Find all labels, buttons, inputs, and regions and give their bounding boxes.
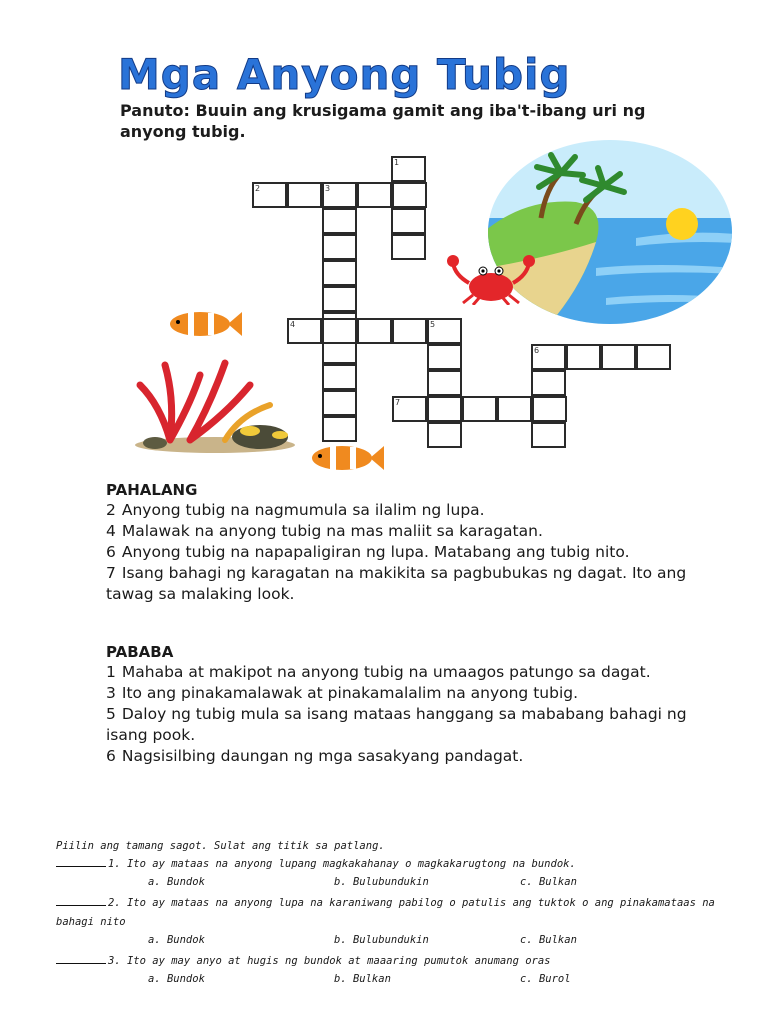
crossword-cell[interactable] <box>287 182 322 208</box>
clue-text: Mahaba at makipot na anyong tubig na umaagos patungo sa dagat. <box>121 663 651 681</box>
crossword-cell[interactable] <box>322 364 357 390</box>
crossword-cell[interactable] <box>322 208 357 234</box>
quiz-question <box>56 855 746 874</box>
clue-item <box>106 704 716 746</box>
crossword-clue-number: 4 <box>290 320 296 329</box>
coral-illustration <box>130 345 300 455</box>
crossword-area <box>0 0 768 460</box>
answer-options <box>56 971 746 991</box>
answer-option: b. Bulkan <box>334 973 391 985</box>
clue-text: Nagsisilbing daungan ng mga sasakyang pandagat. <box>121 747 524 765</box>
clue-number: 7 <box>106 564 116 582</box>
crossword-cell[interactable] <box>357 182 392 208</box>
clue-number: 6 <box>106 747 116 765</box>
answer-blank[interactable] <box>56 895 106 906</box>
clownfish-icon <box>162 306 244 342</box>
clue-text: Isang bahagi ng karagatan na makikita sa pagbubukas ng dagat. Ito ang tawag sa malaking look. <box>106 564 687 603</box>
answer-blank[interactable] <box>56 953 106 964</box>
answer-options <box>56 874 746 894</box>
clue-text: Anyong tubig na napapaligiran ng lupa. Matabang ang tubig nito. <box>121 543 630 561</box>
worksheet-instruction: Panuto: Buuin ang krusigama gamit ang iba't-ibang uri ng anyong tubig. <box>120 101 646 141</box>
clue-number: 5 <box>106 705 116 723</box>
crossword-cell[interactable] <box>531 422 566 448</box>
clue-item <box>106 500 716 521</box>
crossword-clue-number: 7 <box>395 398 401 407</box>
clue-item <box>106 662 716 683</box>
crab-illustration <box>445 253 537 305</box>
answer-options <box>56 932 746 952</box>
crossword-clue-number: 3 <box>325 184 331 193</box>
crossword-cell[interactable] <box>462 396 497 422</box>
crossword-cell[interactable] <box>322 390 357 416</box>
clue-number: 4 <box>106 522 116 540</box>
clue-number: 3 <box>106 684 116 702</box>
answer-option: c. Bulkan <box>520 876 577 888</box>
down-clues <box>106 642 716 767</box>
clue-text: Ito ang pinakamalawak at pinakamalalim na anyong tubig. <box>121 684 579 702</box>
worksheet-title: Mga Anyong Tubig <box>118 50 571 99</box>
crossword-cell[interactable] <box>357 318 392 344</box>
crossword-cell[interactable] <box>391 208 426 234</box>
clue-item <box>106 521 716 542</box>
crossword-clue-number: 5 <box>430 320 436 329</box>
crossword-cell[interactable] <box>322 260 357 286</box>
answer-option: c. Burol <box>520 973 571 985</box>
clue-item <box>106 542 716 563</box>
crossword-cell[interactable] <box>427 344 462 370</box>
crossword-cell[interactable] <box>601 344 636 370</box>
crossword-cell[interactable] <box>322 416 357 442</box>
clue-number: 1 <box>106 663 116 681</box>
clue-number: 6 <box>106 543 116 561</box>
crossword-cell[interactable] <box>392 182 427 208</box>
answer-option: b. Bulubundukin <box>334 934 429 946</box>
across-clues <box>106 480 716 605</box>
answer-blank[interactable] <box>56 856 106 867</box>
question-text: 1. Ito ay mataas na anyong lupang magkakahanay o magkakarugtong na bundok. <box>108 858 576 870</box>
clue-item <box>106 683 716 704</box>
answer-option: a. Bundok <box>148 876 205 888</box>
crossword-cell[interactable] <box>322 286 357 312</box>
crossword-clue-number: 2 <box>255 184 261 193</box>
answer-option: a. Bundok <box>148 973 205 985</box>
crossword-cell[interactable] <box>531 370 566 396</box>
answer-option: b. Bulubundukin <box>334 876 429 888</box>
crossword-cell[interactable] <box>427 370 462 396</box>
clue-text: Anyong tubig na nagmumula sa ilalim ng lupa. <box>121 501 485 519</box>
crossword-cell[interactable] <box>427 422 462 448</box>
quiz-question <box>56 952 746 971</box>
crossword-cell[interactable] <box>392 318 427 344</box>
question-text: 3. Ito ay may anyo at hugis ng bundok at maaaring pumutok anumang oras <box>108 955 551 967</box>
quiz-question <box>56 894 746 913</box>
answer-option: c. Bulkan <box>520 934 577 946</box>
clue-item <box>106 563 716 605</box>
clue-text: Daloy ng tubig mula sa isang mataas hanggang sa mababang bahagi ng isang pook. <box>106 705 687 744</box>
clownfish-icon <box>304 440 386 476</box>
answer-option: a. Bundok <box>148 934 205 946</box>
crossword-cell[interactable] <box>322 234 357 260</box>
clue-text: Malawak na anyong tubig na mas maliit sa karagatan. <box>121 522 543 540</box>
across-heading: PAHALANG <box>106 481 198 499</box>
crossword-clue-number: 6 <box>534 346 540 355</box>
crossword-cell[interactable] <box>532 396 567 422</box>
question-text: 2. Ito ay mataas na anyong lupa na karaniwang pabilog o patulis ang tuktok o ang pinakamataas na <box>108 897 715 909</box>
question-text-continued: bahagi nito <box>56 916 126 928</box>
quiz-instruction: Piilin ang tamang sagot. Sulat ang titik sa patlang. <box>56 840 385 852</box>
multiple-choice-section <box>56 838 746 991</box>
crossword-clue-number: 1 <box>394 158 400 167</box>
crossword-cell[interactable] <box>566 344 601 370</box>
clue-item <box>106 746 716 767</box>
down-heading: PABABA <box>106 643 174 661</box>
crossword-cell[interactable] <box>497 396 532 422</box>
crossword-cell[interactable] <box>322 318 357 344</box>
crossword-cell[interactable] <box>427 396 462 422</box>
clue-number: 2 <box>106 501 116 519</box>
crossword-cell[interactable] <box>391 234 426 260</box>
crossword-cell[interactable] <box>636 344 671 370</box>
